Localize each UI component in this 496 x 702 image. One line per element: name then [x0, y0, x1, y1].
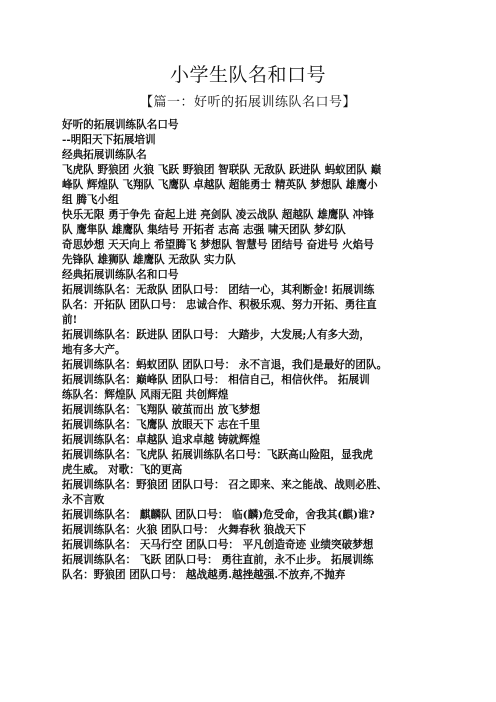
text-line: 快乐无限 勇于争先 奋起上进 亮剑队 凌云战队 超越队 雄鹰队 冲锋 [62, 209, 374, 221]
text-line: 拓展训练队名：跃进队 团队口号： 大踏步，大发展;人有多大劲， [62, 329, 370, 341]
text-line: 拓展训练队名：飞鹰队 放眼天下 志在千里 [62, 419, 261, 431]
text-line: --明阳天下拓展培训 [62, 134, 156, 146]
text-line: 拓展训练队名： 飞跃 团队口号： 勇往直前，永不止步。 拓展训练 [62, 554, 374, 566]
text-line: 拓展训练队名：蚂蚁团队 团队口号： 永不言退，我们是最好的团队。 [62, 359, 388, 371]
text-line: 拓展训练队名： 麒麟队 团队口号： 临(麟)危受命，舍我其(麒)谁? [62, 509, 375, 521]
text-line: 虎生威。 对歌：飞的更高 [62, 464, 183, 476]
text-line: 前! [62, 314, 78, 326]
text-line: 拓展训练队名：飞虎队 拓展训练队名口号：飞跃高山险阻，显我虎 [62, 449, 373, 461]
text-line: 经典拓展训练队名和口号 [62, 269, 179, 281]
text-line: 拓展训练队名：卓越队 追求卓越 铸就辉煌 [62, 434, 261, 446]
text-line: 队名：野狼团 团队口号： 越战越勇.越挫越强.不放弃,不抛弃 [62, 569, 346, 581]
section-heading: 【篇一：好听的拓展训练队名口号】 [139, 95, 356, 110]
text-line: 拓展训练队名：飞翔队 破茧而出 放飞梦想 [62, 404, 261, 416]
text-line: 先锋队 雄狮队 雄鹰队 无敌队 实力队 [62, 254, 236, 266]
text-line: 拓展训练队名：无敌队 团队口号： 团结一心，其利断金! 拓展训练 [62, 284, 375, 296]
text-line: 拓展训练队名：火狼 团队口号： 火舞春秋 狼战天下 [62, 524, 307, 536]
text-line: 经典拓展训练队名 [62, 149, 147, 161]
text-line: 拓展训练队名：野狼团 团队口号： 召之即来、来之能战、战则必胜、 [62, 479, 388, 491]
text-line: 队名：开拓队 团队口号： 忠诚合作、积极乐观、努力开拓、勇往直 [62, 299, 377, 311]
text-line: 队 鹰隼队 雄鹰队 集结号 开拓者 志高 志强 啸天团队 梦幻队 [62, 224, 346, 236]
text-line: 练队名：辉煌队 风雨无阻 共创辉煌 [62, 389, 229, 401]
text-line: 飞虎队 野狼团 火狼 飞跃 野狼团 智联队 无敌队 跃进队 蚂蚁团队 巅 [62, 164, 382, 176]
text-line: 拓展训练队名： 天马行空 团队口号： 平凡创造奇迹 业绩突破梦想 [62, 539, 374, 551]
document-body [62, 118, 434, 583]
text-line: 组 腾飞小组 [62, 194, 119, 206]
text-line: 好听的拓展训练队名口号 [62, 119, 179, 131]
text-line: 永不言败 [62, 494, 105, 506]
text-line: 地有多大产。 [62, 344, 126, 356]
text-line: 峰队 辉煌队 飞翔队 飞鹰队 卓越队 超能勇士 精英队 梦想队 雄鹰小 [62, 179, 378, 191]
text-line: 奇思妙想 天天向上 希望腾飞 梦想队 智慧号 团结号 奋进号 火焰号 [62, 239, 374, 251]
text-line: 拓展训练队名：巅峰队 团队口号： 相信自己，相信伙伴。 拓展训 [62, 374, 370, 386]
page-title: 小学生队名和口号 [169, 64, 326, 86]
